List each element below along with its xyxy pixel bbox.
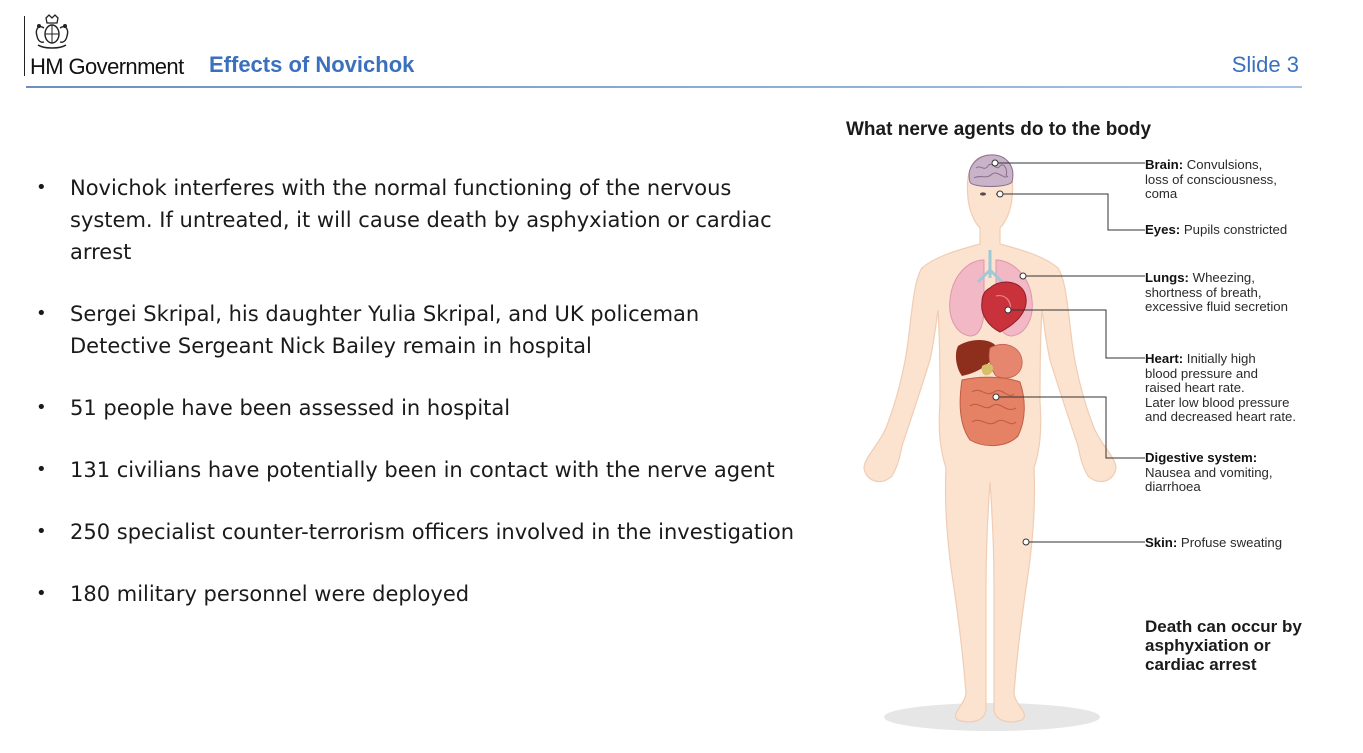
royal-crest-icon [30,14,74,52]
skin-marker [1023,539,1029,545]
header-divider [24,16,25,76]
bullet-dot-icon: • [36,521,47,542]
digestive-marker [993,394,999,400]
callout-lungs: Lungs: Wheezing, shortness of breath, excessive fluid secretion [1145,270,1288,314]
figure-title: What nerve agents do to the body [846,119,1152,140]
bullet-dot-icon: • [36,459,47,480]
callout-heart: Heart: Initially high blood pressure and raised heart rate. Later low blood pressure and decreased heart rate. [1145,351,1297,424]
bullet-item: • 250 specialist counter-terrorism officers involved in the investigation [36,516,796,548]
org-name: HM Government [30,54,184,79]
callout-eyes: Eyes: Pupils constricted [1145,222,1288,237]
bullet-item: • Novichok interferes with the normal functioning of the nervous system. If untreated, it will cause death by asphyxiation or cardiac arrest [36,172,796,268]
left-eye-icon [980,192,986,195]
callout-skin: Skin: Profuse sweating [1145,535,1283,550]
bullet-item: • 131 civilians have potentially been in contact with the nerve agent [36,454,796,486]
bullet-dot-icon: • [36,397,47,418]
bullet-item: • Sergei Skripal, his daughter Yulia Skripal, and UK policeman Detective Sergeant Nick Bailey remain in hospital [36,298,796,362]
lungs-marker [1020,273,1026,279]
bullet-dot-icon: • [36,177,47,198]
header-rule [26,86,1302,88]
callout-digestive: Digestive system: Nausea and vomiting, diarrhoea [1145,450,1273,494]
stomach-icon [989,344,1022,378]
eyes-leader [1000,194,1145,230]
bullet-dot-icon: • [36,583,47,604]
bullet-dot-icon: • [36,303,47,324]
eyes-marker [997,191,1003,197]
bullet-list [36,172,796,640]
slide-number: Slide 3 [1231,52,1299,77]
header [24,14,1302,94]
page-title: Effects of Novichok [209,52,415,77]
intestines-icon [960,377,1024,445]
death-note: Death can occur by asphyxiation or cardiac arrest [1145,617,1302,674]
heart-marker [1005,307,1011,313]
callout-brain: Brain: Convulsions, loss of consciousness, coma [1145,157,1277,201]
bullet-item: • 51 people have been assessed in hospital [36,392,796,424]
ground-shadow [884,703,1100,731]
body-diagram [840,110,1330,750]
bullet-item: • 180 military personnel were deployed [36,578,796,610]
brain-marker [992,160,998,166]
